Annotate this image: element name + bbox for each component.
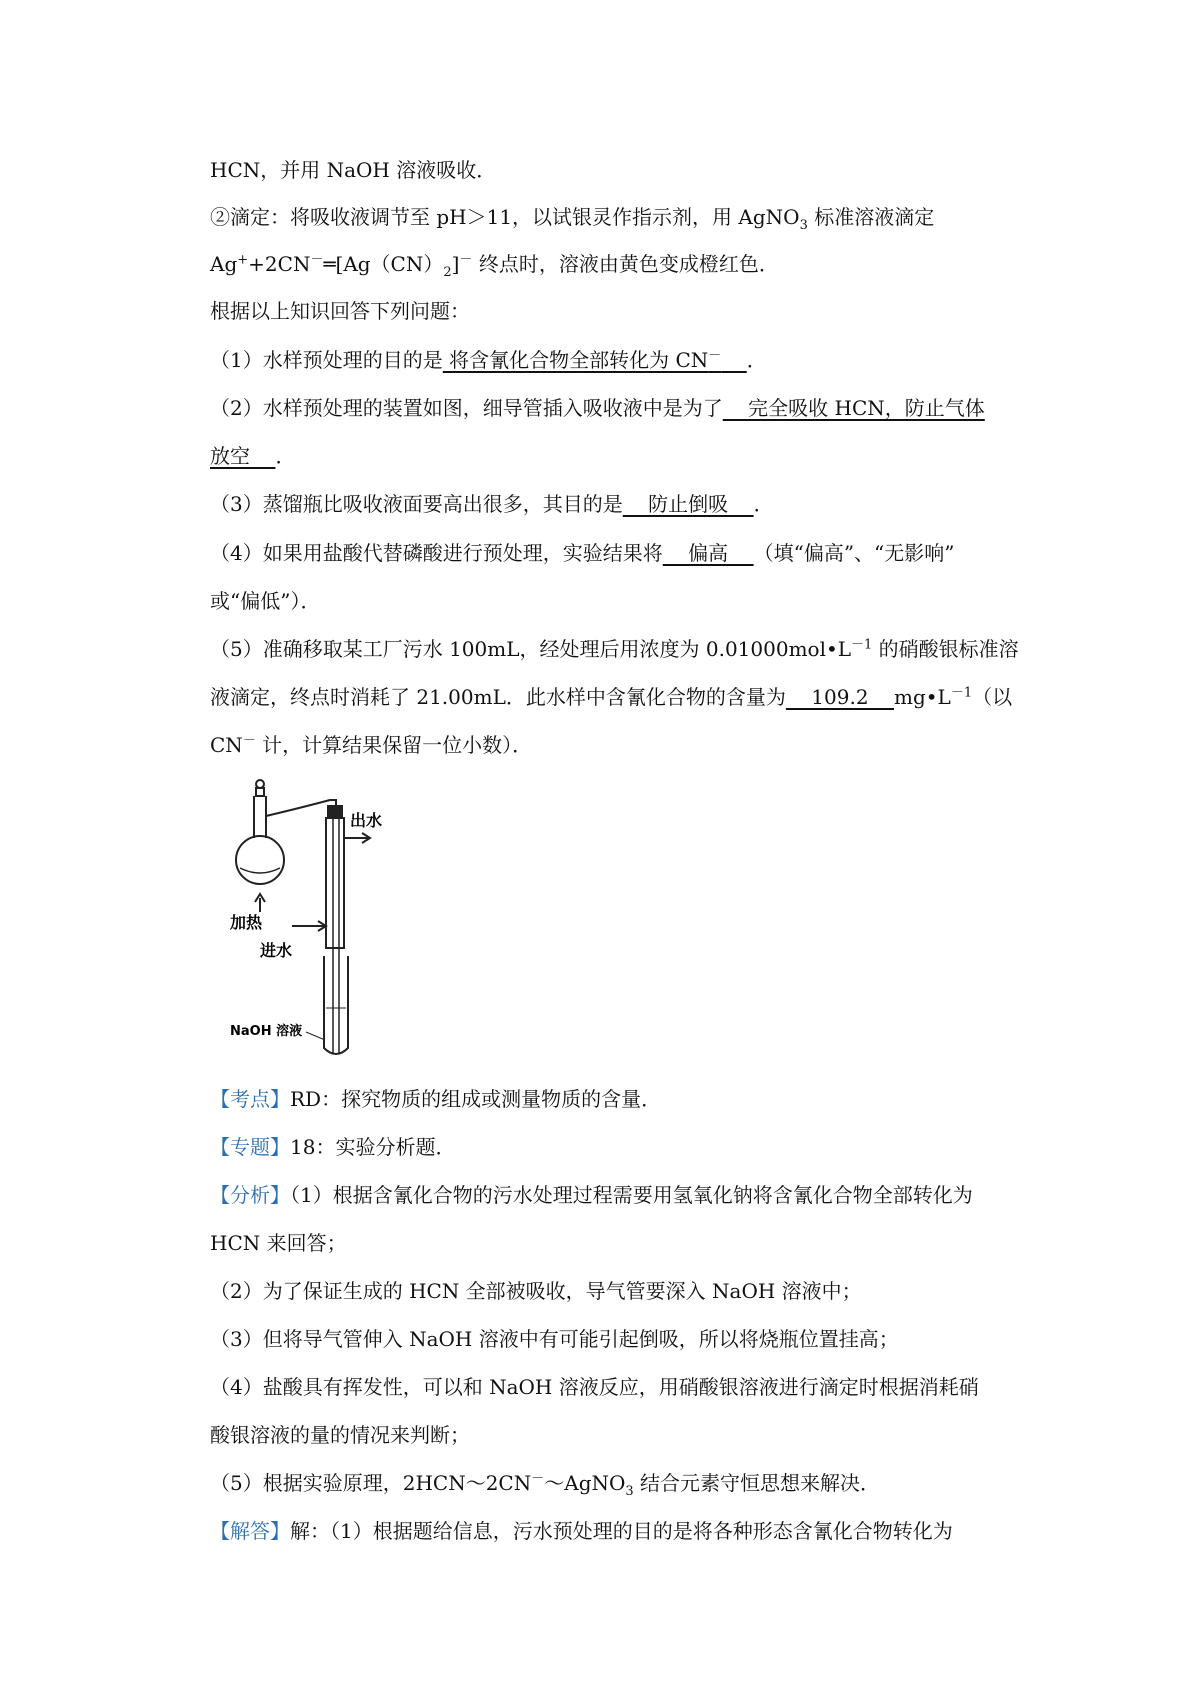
answer-5: 109.2 [785, 685, 894, 709]
answer-4: 偏高 [662, 541, 754, 565]
text-line: （4）盐酸具有挥发性，可以和 NaOH 溶液反应，用硝酸银溶液进行滴定时根据消耗硝 [210, 1375, 979, 1399]
tag-kaodian: 【考点】 [210, 1087, 290, 1111]
text-line: $Ag^++2CN^-═[Ag(CN)_2]^-$ 终点时，溶液由黄色变成橙红色． [210, 252, 779, 280]
section-zhuanti: 【专题】18：实验分析题． [210, 1135, 456, 1159]
tag-fenxi: 【分析】 [210, 1183, 290, 1207]
section-kaodian: 【考点】RD：探究物质的组成或测量物质的含量． [210, 1087, 662, 1111]
question-3: （3）蒸馏瓶比吸收液面要高出很多，其目的是 防止倒吸 ． [210, 492, 774, 516]
side-arm [266, 800, 336, 816]
tag-jieda: 【解答】 [210, 1519, 290, 1543]
question-2: （2）水样预处理的装置如图，细导管插入吸收液中是为了 完全吸收 HCN，防止气体 [210, 396, 985, 420]
section-fenxi: 【分析】（1）根据含氰化合物的污水处理过程需要用氢氧化钠将含氰化合物全部转化为 [210, 1183, 973, 1207]
question-1: （1）水样预处理的目的是 将含氰化合物全部转化为 CN－ ． [210, 348, 767, 372]
answer-2-cont: 放空 [210, 444, 276, 468]
text-line: 根据以上知识回答下列问题： [210, 299, 470, 323]
text-line: （5）根据实验原理，2HCN～2CN－～AgNO$_3$ 结合元素守恒思想来解决． [210, 1471, 881, 1499]
answer-1: 将含氰化合物全部转化为 CN－ [442, 348, 722, 372]
condenser-cap [328, 806, 342, 816]
stopper-body [256, 788, 264, 796]
section-jieda: 【解答】解：（1）根据题给信息，污水预处理的目的是将各种形态含氰化合物转化为 [210, 1519, 953, 1543]
text-line: （3）但将导气管伸入 NaOH 溶液中有可能引起倒吸，所以将烧瓶位置挂高； [210, 1327, 899, 1351]
label-heat: 加热 [230, 913, 263, 932]
label-water-out: 出水 [350, 811, 383, 830]
question-5: （5）准确移取某工厂污水 100mL，经处理后用浓度为 $0.01000mol•L^{-1}$ 的硝酸银标准溶 [210, 637, 1019, 661]
naoh-pointer [306, 1032, 325, 1040]
label-naoh: NaOH 溶液 [230, 1024, 303, 1039]
text-line: ②滴定：将吸收液调节至 pH＞11，以试银灵作指示剂，用 AgNO$_3$ 标准溶液滴定 [210, 205, 935, 233]
question-4-cont: 或“偏低”）． [210, 589, 321, 613]
flask-neck [254, 796, 266, 838]
condenser-jacket [326, 818, 344, 948]
question-4: （4）如果用盐酸代替磷酸进行预处理，实验结果将 偏高 （填“偏高”、“无影响” [210, 541, 955, 565]
tag-zhuanti: 【专题】 [210, 1135, 290, 1159]
text-line: （2）为了保证生成的 HCN 全部被吸收，导气管要深入 NaOH 溶液中； [210, 1279, 862, 1303]
test-tube [324, 956, 348, 1054]
inner-tube [333, 810, 339, 1053]
text-line: HCN 来回答； [210, 1231, 347, 1255]
answer-2: 完全吸收 HCN，防止气体 [722, 396, 985, 420]
text-line: HCN，并用 NaOH 溶液吸收． [210, 158, 497, 182]
stopper-icon [256, 780, 264, 788]
question-2-cont: 放空 ． [210, 444, 296, 468]
flask-liquid [240, 868, 280, 873]
question-5-cont2: CN－ 计，计算结果保留一位小数）． [210, 733, 533, 757]
distillation-apparatus-diagram [230, 778, 420, 1063]
label-water-in: 进水 [260, 941, 293, 960]
text-line: 酸银溶液的量的情况来判断； [210, 1423, 470, 1447]
question-5-cont: 液滴定，终点时消耗了 21.00mL．此水样中含氰化合物的含量为 109.2 $mg•L^{-1}$（以 [210, 685, 1013, 709]
flask-icon [236, 836, 284, 884]
answer-3: 防止倒吸 [622, 492, 754, 516]
